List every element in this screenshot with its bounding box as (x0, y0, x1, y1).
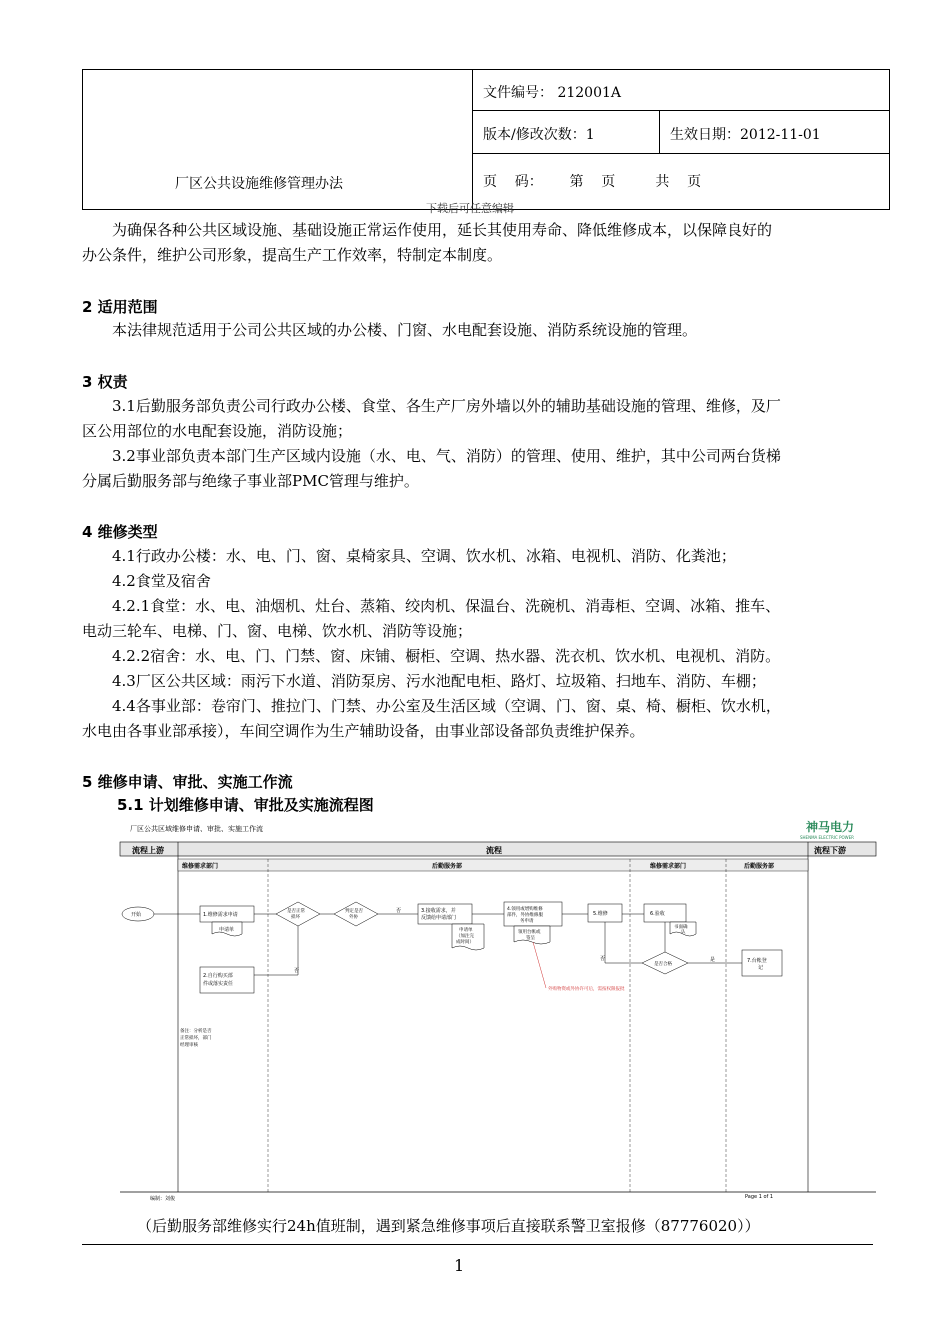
no-label-1: 否 (396, 908, 402, 914)
node-2-self-purchase (200, 967, 254, 993)
company-logo: 神马电力 (806, 820, 855, 834)
effective-date: 生效日期：2012-11-01 (670, 127, 821, 143)
remark-line1: 备注：分析是否 (180, 1029, 212, 1034)
section-5-subheading: 5.1 计划维修申请、审批及实施流程图 (117, 796, 374, 814)
watermark: 下载后可任意编辑 (426, 202, 514, 215)
flowchart-title: 厂区公共区域维修申请、审批、实施工作流 (130, 825, 263, 833)
section-4-line: 电动三轮车、电梯、门、窗、电梯、饮水机、消防等设施； (82, 622, 473, 640)
downstream-label: 流程下游 (814, 846, 846, 855)
flowchart-page-info: Page 1 of 1 (745, 1194, 774, 1200)
red-approval-note: 外购物资或外协许可后，需按权限报批 (548, 987, 625, 992)
company-logo-subtitle: SHENMA ELECTRIC POWER (800, 835, 854, 840)
node-2-line1: 2.自行购买部 (203, 973, 233, 979)
no-label-2: 否 (294, 968, 300, 974)
footer-rule (82, 1244, 873, 1245)
document-header-table (82, 69, 890, 210)
doc-6-line1: 书面确 (674, 925, 688, 930)
node-3-line1: 3.接收需求，并 (421, 908, 456, 914)
decision-3-label: 是否合格 (654, 962, 672, 967)
section-4-line: 4.2.2宿舍：水、电、门、门禁、窗、床铺、橱柜、空调、热水器、洗衣机、饮水机、电视机、消防。 (112, 647, 781, 665)
decision-2-line2: 外协 (349, 915, 358, 920)
section-3-line: 3.1后勤服务部负责公司行政办公楼、食堂、各生产厂房外墙以外的辅助基础设施的管理、维修，及厂 (112, 397, 781, 415)
doc-6-line2: 认 (681, 930, 686, 935)
node-2-line2: 件或落实责任 (203, 981, 234, 987)
section-3-line: 3.2事业部负责本部门生产区域内设施（水、电、气、消防）的管理、使用、维护，其中公司两台货梯 (112, 447, 781, 465)
section-4-line: 4.4各事业部：卷帘门、推拉门、门禁、办公室及生活区域（空调、门、窗、桌、椅、橱柜、饮水机， (112, 697, 781, 715)
remark-line3: 经理审核 (180, 1043, 198, 1048)
lane-demand-dept-2: 维修需求部门 (650, 863, 687, 870)
document-title: 厂区公共设施维修管理办法 (175, 176, 343, 192)
doc-3-line1: 申请单 (459, 928, 473, 933)
section-4-line: 4.3厂区公共区域：雨污下水道、消防泵房、污水池配电柜、路灯、垃圾箱、扫地车、消防、车棚； (112, 672, 766, 690)
page-number: 1 (454, 1256, 465, 1275)
section-2-heading: 2 适用范围 (82, 298, 158, 316)
intro-paragraph (82, 218, 882, 243)
node-4-line1: 4.领用或增购维修 (507, 907, 543, 912)
decision-1-line1: 是否正常 (287, 909, 305, 914)
section-4-line: 水电由各事业部承接），车间空调作为生产辅助设备，由事业部设备部负责维护保养。 (82, 722, 645, 740)
intro-line: 为确保各种公共区域设施、基础设施正常运作使用，延长其使用寿命、降低维修成本，以保障良好的 (112, 221, 773, 239)
node-3-line2: 反馈给申请部门 (421, 915, 457, 921)
decision-outsource (334, 902, 378, 926)
decision-1-line2: 损坏 (291, 915, 300, 920)
node-7-line1: 7.台帐登 (747, 958, 767, 964)
lane-logistics-2: 后勤服务部 (744, 863, 775, 870)
section-2-line: 本法律规范适用于公司公共区域的办公楼、门窗、水电配套设施、消防系统设施的管理。 (112, 321, 698, 339)
doc-ledger-memo (514, 926, 550, 944)
section-3-line: 区公用部位的水电配套设施，消防设施； (82, 422, 353, 440)
doc-4-line2: 签呈 (526, 936, 535, 941)
yes-label: 是 (710, 957, 716, 963)
section-3-line: 分属后勤服务部与绝缘子事业部PMC管理与维护。 (82, 472, 419, 490)
doc-3-line3: 成时间） (456, 940, 474, 945)
decision-normal-damage (276, 902, 320, 926)
intro-line: 办公条件，维护公司形象，提高生产工作效率，特制定本制度。 (82, 246, 503, 264)
document-number: 文件编号： 212001A (483, 85, 622, 101)
node-1-label: 1.维修需求申请 (203, 912, 238, 918)
start-label: 开始 (131, 912, 142, 918)
lane-demand-dept: 维修需求部门 (182, 863, 219, 870)
process-label: 流程 (486, 846, 502, 855)
node-6-label: 6.验收 (650, 911, 665, 917)
remark-line2: 正常损坏，部门 (180, 1036, 212, 1041)
section-4-heading: 4 维修类型 (82, 523, 158, 541)
node-4-line3: 务申请 (520, 919, 534, 924)
doc-4-line1: 领用台帐或 (518, 930, 541, 935)
version-number: 版本/修改次数：1 (483, 127, 595, 143)
node-4-line2: 部件，外协维修服 (507, 913, 543, 918)
page-info: 页 码： 第 页 共 页 (483, 174, 702, 190)
decision-2-line1: 判定是否 (345, 909, 363, 914)
flowchart-editor: 编制：刘俊 (150, 1196, 176, 1202)
node-3-receive (418, 904, 472, 924)
emergency-notice: （后勤服务部维修实行24h值班制，遇到紧急维修事项后直接联系警卫室报修（87776020）） (137, 1217, 760, 1235)
section-4-line: 4.2.1食堂：水、电、油烟机、灶台、蒸箱、绞肉机、保温台、洗碗机、消毒柜、空调、冰箱、推车、 (112, 597, 781, 615)
section-5-heading: 5 维修申请、审批、实施工作流 (82, 773, 293, 791)
upstream-label: 流程上游 (132, 846, 164, 855)
node-5-label: 5.维修 (593, 911, 608, 917)
section-4-line: 4.2食堂及宿舍 (112, 572, 211, 590)
intro-paragraph-cont (82, 243, 882, 268)
no-label-3: 否 (600, 956, 606, 962)
lane-logistics: 后勤服务部 (432, 863, 463, 870)
section-4-line: 4.1行政办公楼：水、电、门、窗、桌椅家具、空调、饮水机、冰箱、电视机、消防、化粪池； (112, 547, 736, 565)
node-7-line2: 记 (758, 965, 764, 971)
maintenance-flowchart (120, 812, 876, 1202)
doc-3-line2: （加注完 (456, 934, 474, 939)
doc-1-label: 申请单 (219, 927, 235, 933)
section-3-heading: 3 权责 (82, 373, 128, 391)
